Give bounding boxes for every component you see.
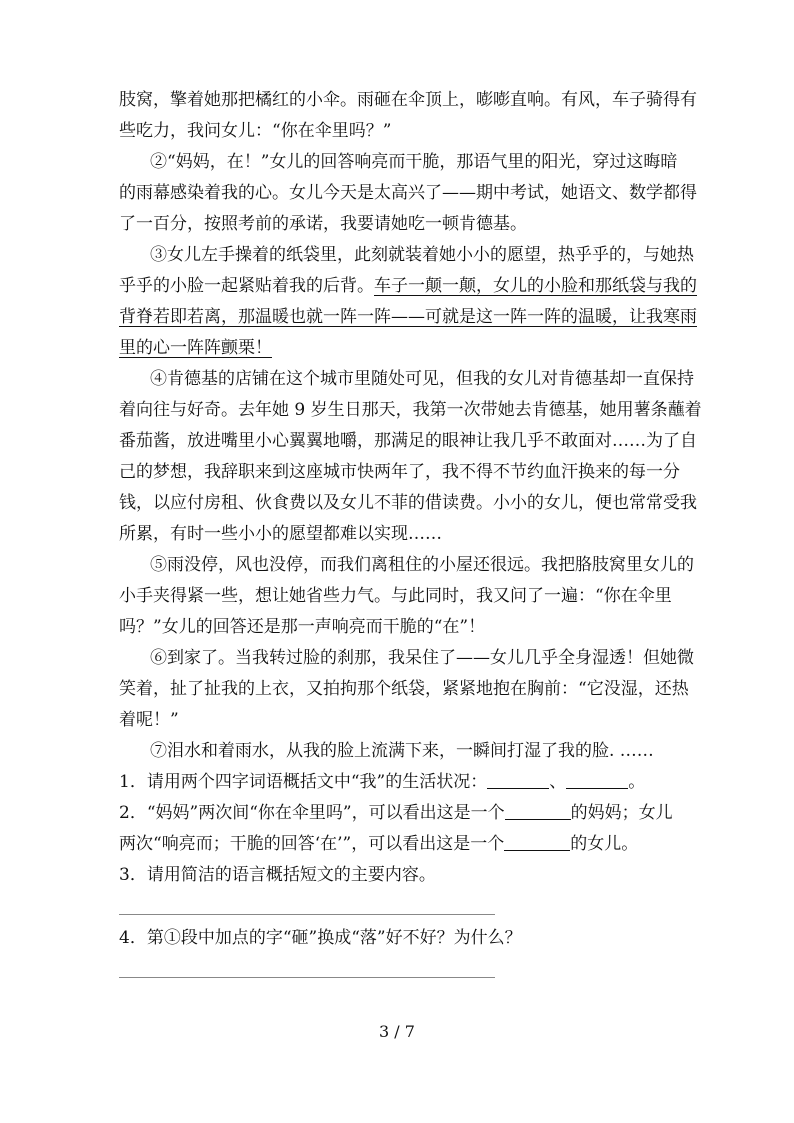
passage-line: ④肯德基的店铺在这个城市里随处可见，但我的女儿对肯德基却一直保持: [150, 369, 694, 389]
underlined-sentence: 车子一颠一颠，女儿的小脸和那纸袋与我的: [374, 276, 697, 296]
passage-text: 乎乎的小脸一起紧贴着我的后背。: [119, 276, 374, 296]
answer-blank[interactable]: [504, 834, 570, 851]
separator: 、: [549, 772, 567, 792]
question-text: 两次“响亮而；干脆的回答‘在’”，可以看出这是一个: [119, 834, 505, 854]
passage-line: ⑦泪水和着雨水，从我的脸上流满下来，一瞬间打湿了我的脸. ……: [150, 741, 654, 761]
answer-blank[interactable]: [487, 772, 549, 789]
question-3: 3．请用简洁的语言概括短文的主要内容。: [119, 865, 436, 885]
passage-line: 笑着，扯了扯我的上衣，又拍拘那个纸袋，紧紧地抱在胸前：“它没湿，还热: [119, 679, 689, 699]
passage-line: 己的梦想，我辞职来到这座城市快两年了，我不得不节约血汗换来的每一分: [119, 462, 680, 482]
question-text: 的妈妈；女儿: [570, 803, 673, 823]
passage-line: 钱，以应付房租、伙食费以及女儿不菲的借读费。小小的女儿，便也常常受我: [119, 493, 697, 513]
question-2-line-2: [119, 833, 638, 855]
passage-line: 小手夹得紧一些，想让她省些力气。与此同时，我又问了一遍：“你在伞里: [119, 586, 672, 606]
passage-line: 吗？”女儿的回答还是那一声响亮而干脆的“在”！: [119, 617, 486, 637]
question-1: [119, 771, 645, 793]
sentence-end: 。: [628, 772, 646, 792]
passage-line: 肢窝，擎着她那把橘红的小伞。雨砸在伞顶上，嘭嘭直响。有风，车子骑得有: [119, 90, 697, 110]
answer-blank[interactable]: [505, 803, 571, 820]
underlined-sentence: 里的心一阵阵颤栗！: [119, 338, 272, 358]
passage-line: 些吃力，我问女儿：“你在伞里吗？”: [119, 121, 392, 141]
passage-line: 着呢！”: [119, 710, 179, 730]
passage-line: 所累，有时一些小小的愿望都难以实现……: [119, 524, 442, 544]
passage-line: 的雨幕感染着我的心。女儿今天是太高兴了——期中考试，她语文、数学都得: [119, 183, 697, 203]
answer-blank[interactable]: [566, 772, 628, 789]
answer-line[interactable]: [119, 914, 495, 915]
passage-line: 番茄酱，放进嘴里小心翼翼地嚼，那满足的眼神让我几乎不敢面对……为了自: [119, 431, 697, 451]
question-text: 2．“妈妈”两次间“你在伞里吗”，可以看出这是一个: [119, 803, 505, 823]
passage-line: 了一百分，按照考前的承诺，我要请她吃一顿肯德基。: [119, 214, 527, 234]
passage-line: 着向往与好奇。去年她 9 岁生日那天，我第一次带她去肯德基，她用薯条蘸着: [119, 400, 702, 420]
underlined-sentence: 背脊若即若离，那温暖也就一阵一阵——可就是这一阵一阵的温暖，让我寒雨: [119, 307, 697, 327]
passage-line: ③女儿左手操着的纸袋里，此刻就装着她小小的愿望，热乎乎的，与她热: [150, 245, 694, 265]
question-4: 4．第①段中加点的字“砸”换成“落”好不好？为什么？: [119, 928, 522, 948]
page-number: 3 / 7: [379, 1022, 415, 1041]
question-2: [119, 802, 673, 824]
answer-line[interactable]: [119, 977, 495, 978]
passage-line: [119, 275, 697, 297]
passage-line: ②“妈妈，在！”女儿的回答响亮而干脆，那语气里的阳光，穿过这晦暗: [150, 152, 678, 172]
passage-line: ⑤雨没停，风也没停，而我们离租住的小屋还很远。我把胳肢窝里女儿的: [150, 555, 694, 575]
question-text: 1．请用两个四字词语概括文中“我”的生活状况：: [119, 772, 488, 792]
question-text: 的女儿。: [570, 834, 639, 854]
passage-line: ⑥到家了。当我转过脸的刹那，我呆住了——女儿几乎全身湿透！但她微: [150, 648, 694, 668]
